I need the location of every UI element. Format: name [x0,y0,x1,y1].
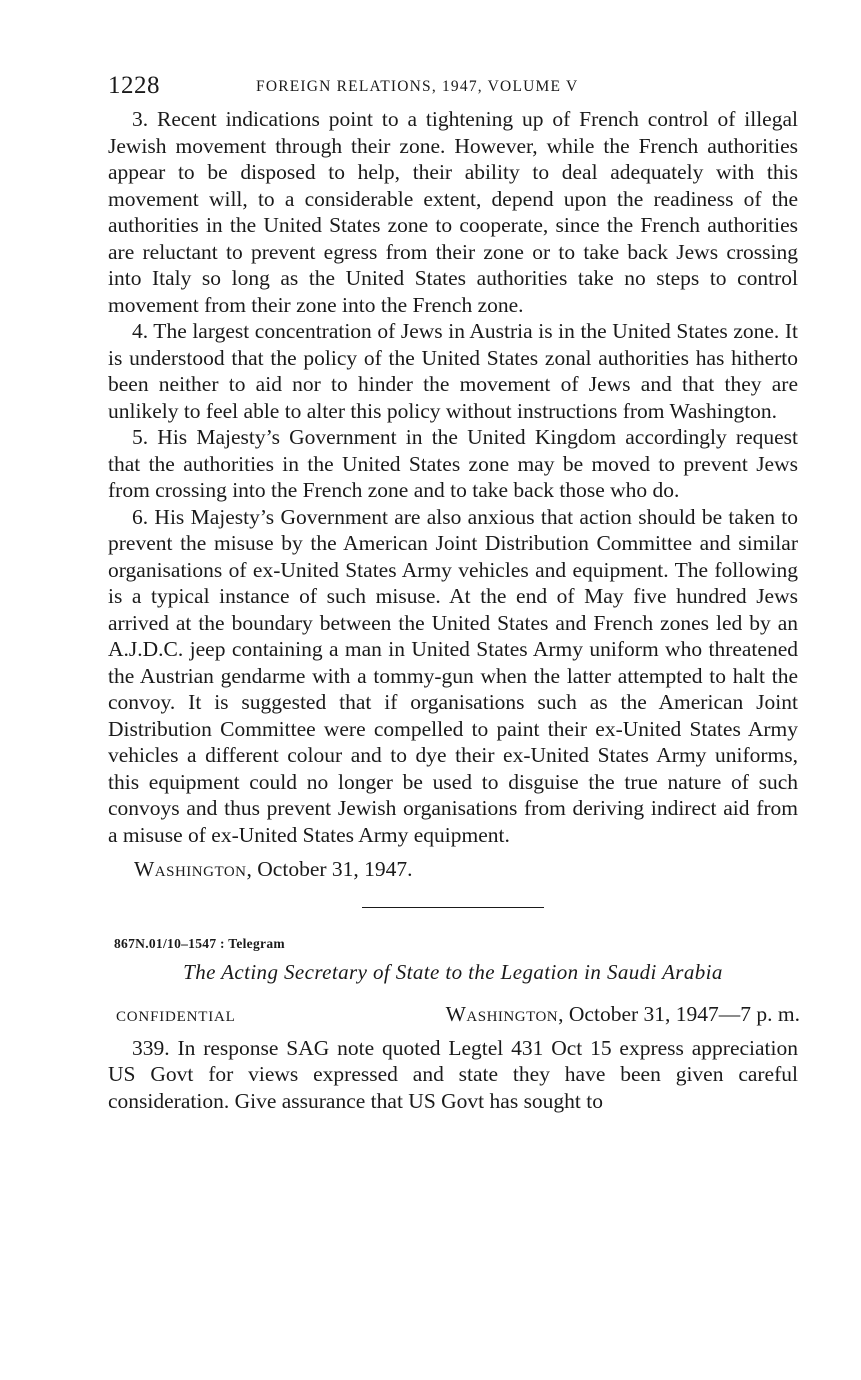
document-title: The Acting Secretary of State to the Legation in Saudi Arabia [183,959,723,984]
page-number: 1228 [108,72,160,99]
paragraph-5: 5. His Majesty’s Government in the United Kingdom accordingly request that the authorities in the United States zone may be moved to prevent Jews from crossing into the French zone and to take back those who do. [108,425,798,502]
telegram-text: 339. In response SAG note quoted Legtel 431 Oct 15 express appreciation US Govt for views expressed and state they have been given careful consideration. Give assurance that US Govt has sought to [108,1035,798,1113]
dateline-date: , October 31, 1947—7 p. m. [558,1001,800,1026]
running-head: FOREIGN RELATIONS, 1947, VOLUME V [256,78,579,95]
signoff [134,856,798,883]
dateline [108,1001,798,1035]
signoff-date: , October 31, 1947. [246,857,413,881]
dateline-place: Washington [445,1001,559,1026]
paragraph-4: 4. The largest concentration of Jews in Austria is in the United States zone. It is understood that the policy of the United States zonal authorities has hitherto been neither to aid nor to hinder the movement of Jews and that they are unlikely to feel able to alter this policy without instructions from Washington. [108,319,798,423]
signoff-place: Washington [134,857,247,881]
document-reference: 867N.01/10–1547 : Telegram [114,935,285,951]
dateline-text [446,1001,800,1028]
section-divider [362,907,544,908]
page-header [108,70,798,106]
paragraph-6: 6. His Majesty’s Government are also anxious that action should be taken to prevent the misuse by the American Joint Distribution Committee and similar organisations of ex-United States Army vehicles and equipment. The following is a typical instance of such misuse. At the end of May five hundred Jews arrived at the boundary between the United States and French zones led by an A.J.D.C. jeep containing a man in United States Army uniform who threatened the Austrian gendarme with a tommy-gun when the latter attempted to halt the convoy. It is suggested that if organisations such as the American Joint Distribution Committee were compelled to paint their ex-United States Army vehicles a different colour and to dye their ex-United States Army uniforms, this equipment could no longer be used to disguise the true nature of such convoys and thus prevent Jewish organisations from deriving indirect aid from a misuse of ex-United States Army equipment. [108,504,798,847]
classification-label: CONFIDENTIAL [116,1008,236,1025]
paragraph-3: 3. Recent indications point to a tightening up of French control of illegal Jewish movement through their zone. However, while the French authorities appear to be disposed to help, their ability to deal adequately with this movement will, to a considerable extent, depend upon the readiness of the authorities in the United States zone to cooperate, since the French authorities are reluctant to prevent egress from their zone or to take back Jews crossing into Italy so long as the United States authorities take no steps to control movement from their zone into the French zone. [108,107,798,317]
document-page [108,70,798,1114]
